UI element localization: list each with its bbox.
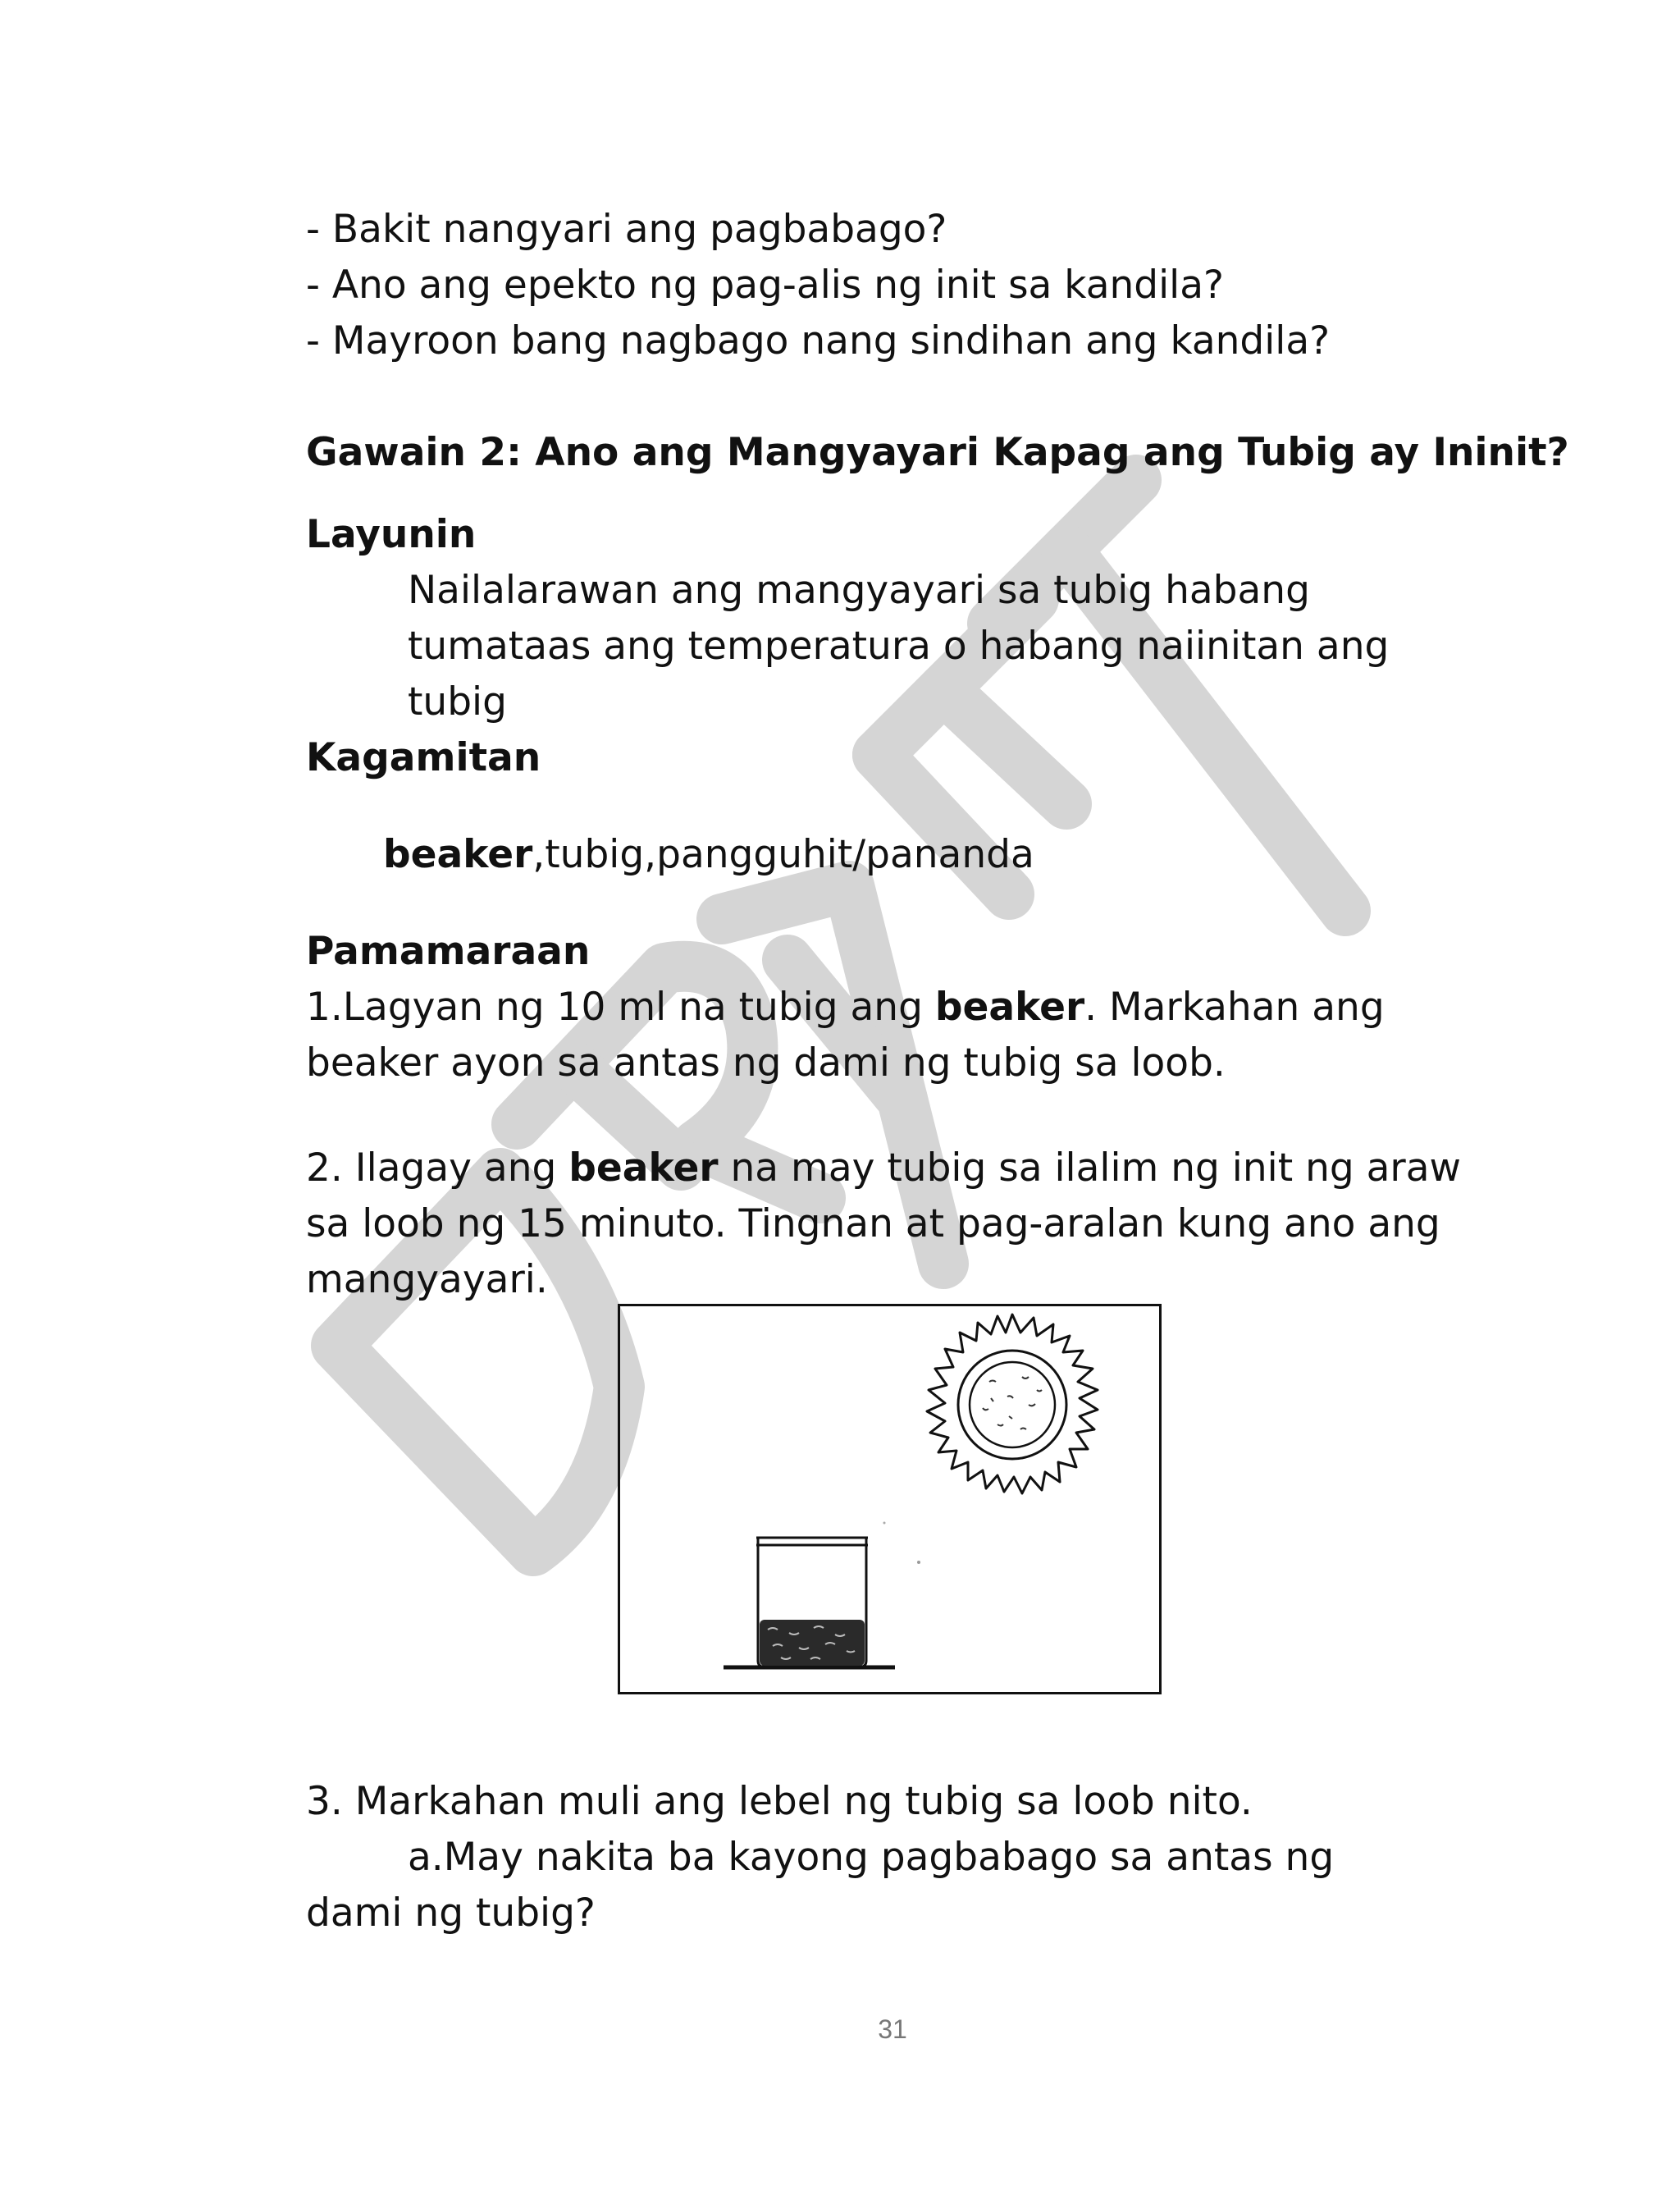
step-3-line-1: 3. Markahan muli ang lebel ng tubig sa loob nito. xyxy=(306,1779,1253,1824)
step-1-line-2: beaker ayon sa antas ng dami ng tubig sa loob. xyxy=(306,1040,1226,1086)
beaker-sun-illustration xyxy=(618,1304,1162,1694)
activity-title: Gawain 2: Ano ang Mangyayari Kapag ang Tubig ay Ininit? xyxy=(306,430,1569,475)
kagamitan-beaker: beaker xyxy=(383,832,533,877)
step-3-line-3: dami ng tubig? xyxy=(306,1891,596,1936)
sun-icon xyxy=(927,1314,1098,1493)
question-1: - Bakit nangyari ang pagbabago? xyxy=(306,207,947,252)
pamamaraan-heading: Pamamaraan xyxy=(306,929,591,974)
step-2-line-1 xyxy=(306,1142,1461,1195)
step-2-line-2: sa loob ng 15 minuto. Tingnan at pag-aralan kung ano ang xyxy=(306,1201,1440,1246)
illustration-drawing xyxy=(620,1306,1159,1692)
layunin-line-3: tubig xyxy=(408,679,507,725)
kagamitan-rest: ,tubig,pangguhit/pananda xyxy=(532,832,1034,877)
step-3-line-2: a.May nakita ba kayong pagbabago sa antas ng xyxy=(408,1835,1335,1880)
layunin-heading: Layunin xyxy=(306,512,477,557)
layunin-line-2: tumataas ang temperatura o habang naiinitan ang xyxy=(408,624,1390,669)
kagamitan-materials xyxy=(383,829,1034,881)
step-1-text-post: . Markahan ang xyxy=(1084,985,1385,1030)
step-2-text-post: na may tubig sa ilalim ng init ng araw xyxy=(718,1145,1462,1191)
kagamitan-heading: Kagamitan xyxy=(306,735,541,780)
layunin-line-1: Nailalarawan ang mangyayari sa tubig habang xyxy=(408,568,1310,613)
step-2-beaker: beaker xyxy=(568,1145,719,1191)
step-1-beaker: beaker xyxy=(934,985,1085,1030)
question-3: - Mayroon bang nagbago nang sindihan ang kandila? xyxy=(306,318,1331,363)
page-number: 31 xyxy=(878,2014,907,2044)
question-2: - Ano ang epekto ng pag-alis ng init sa kandila? xyxy=(306,263,1224,308)
step-1-line-1 xyxy=(306,981,1385,1034)
step-1-text: 1.Lagyan ng 10 ml na tubig ang xyxy=(306,985,935,1030)
beaker-icon xyxy=(756,1538,868,1667)
step-2-line-3: mangyayari. xyxy=(306,1257,548,1302)
step-2-text: 2. Ilagay ang xyxy=(306,1145,569,1191)
